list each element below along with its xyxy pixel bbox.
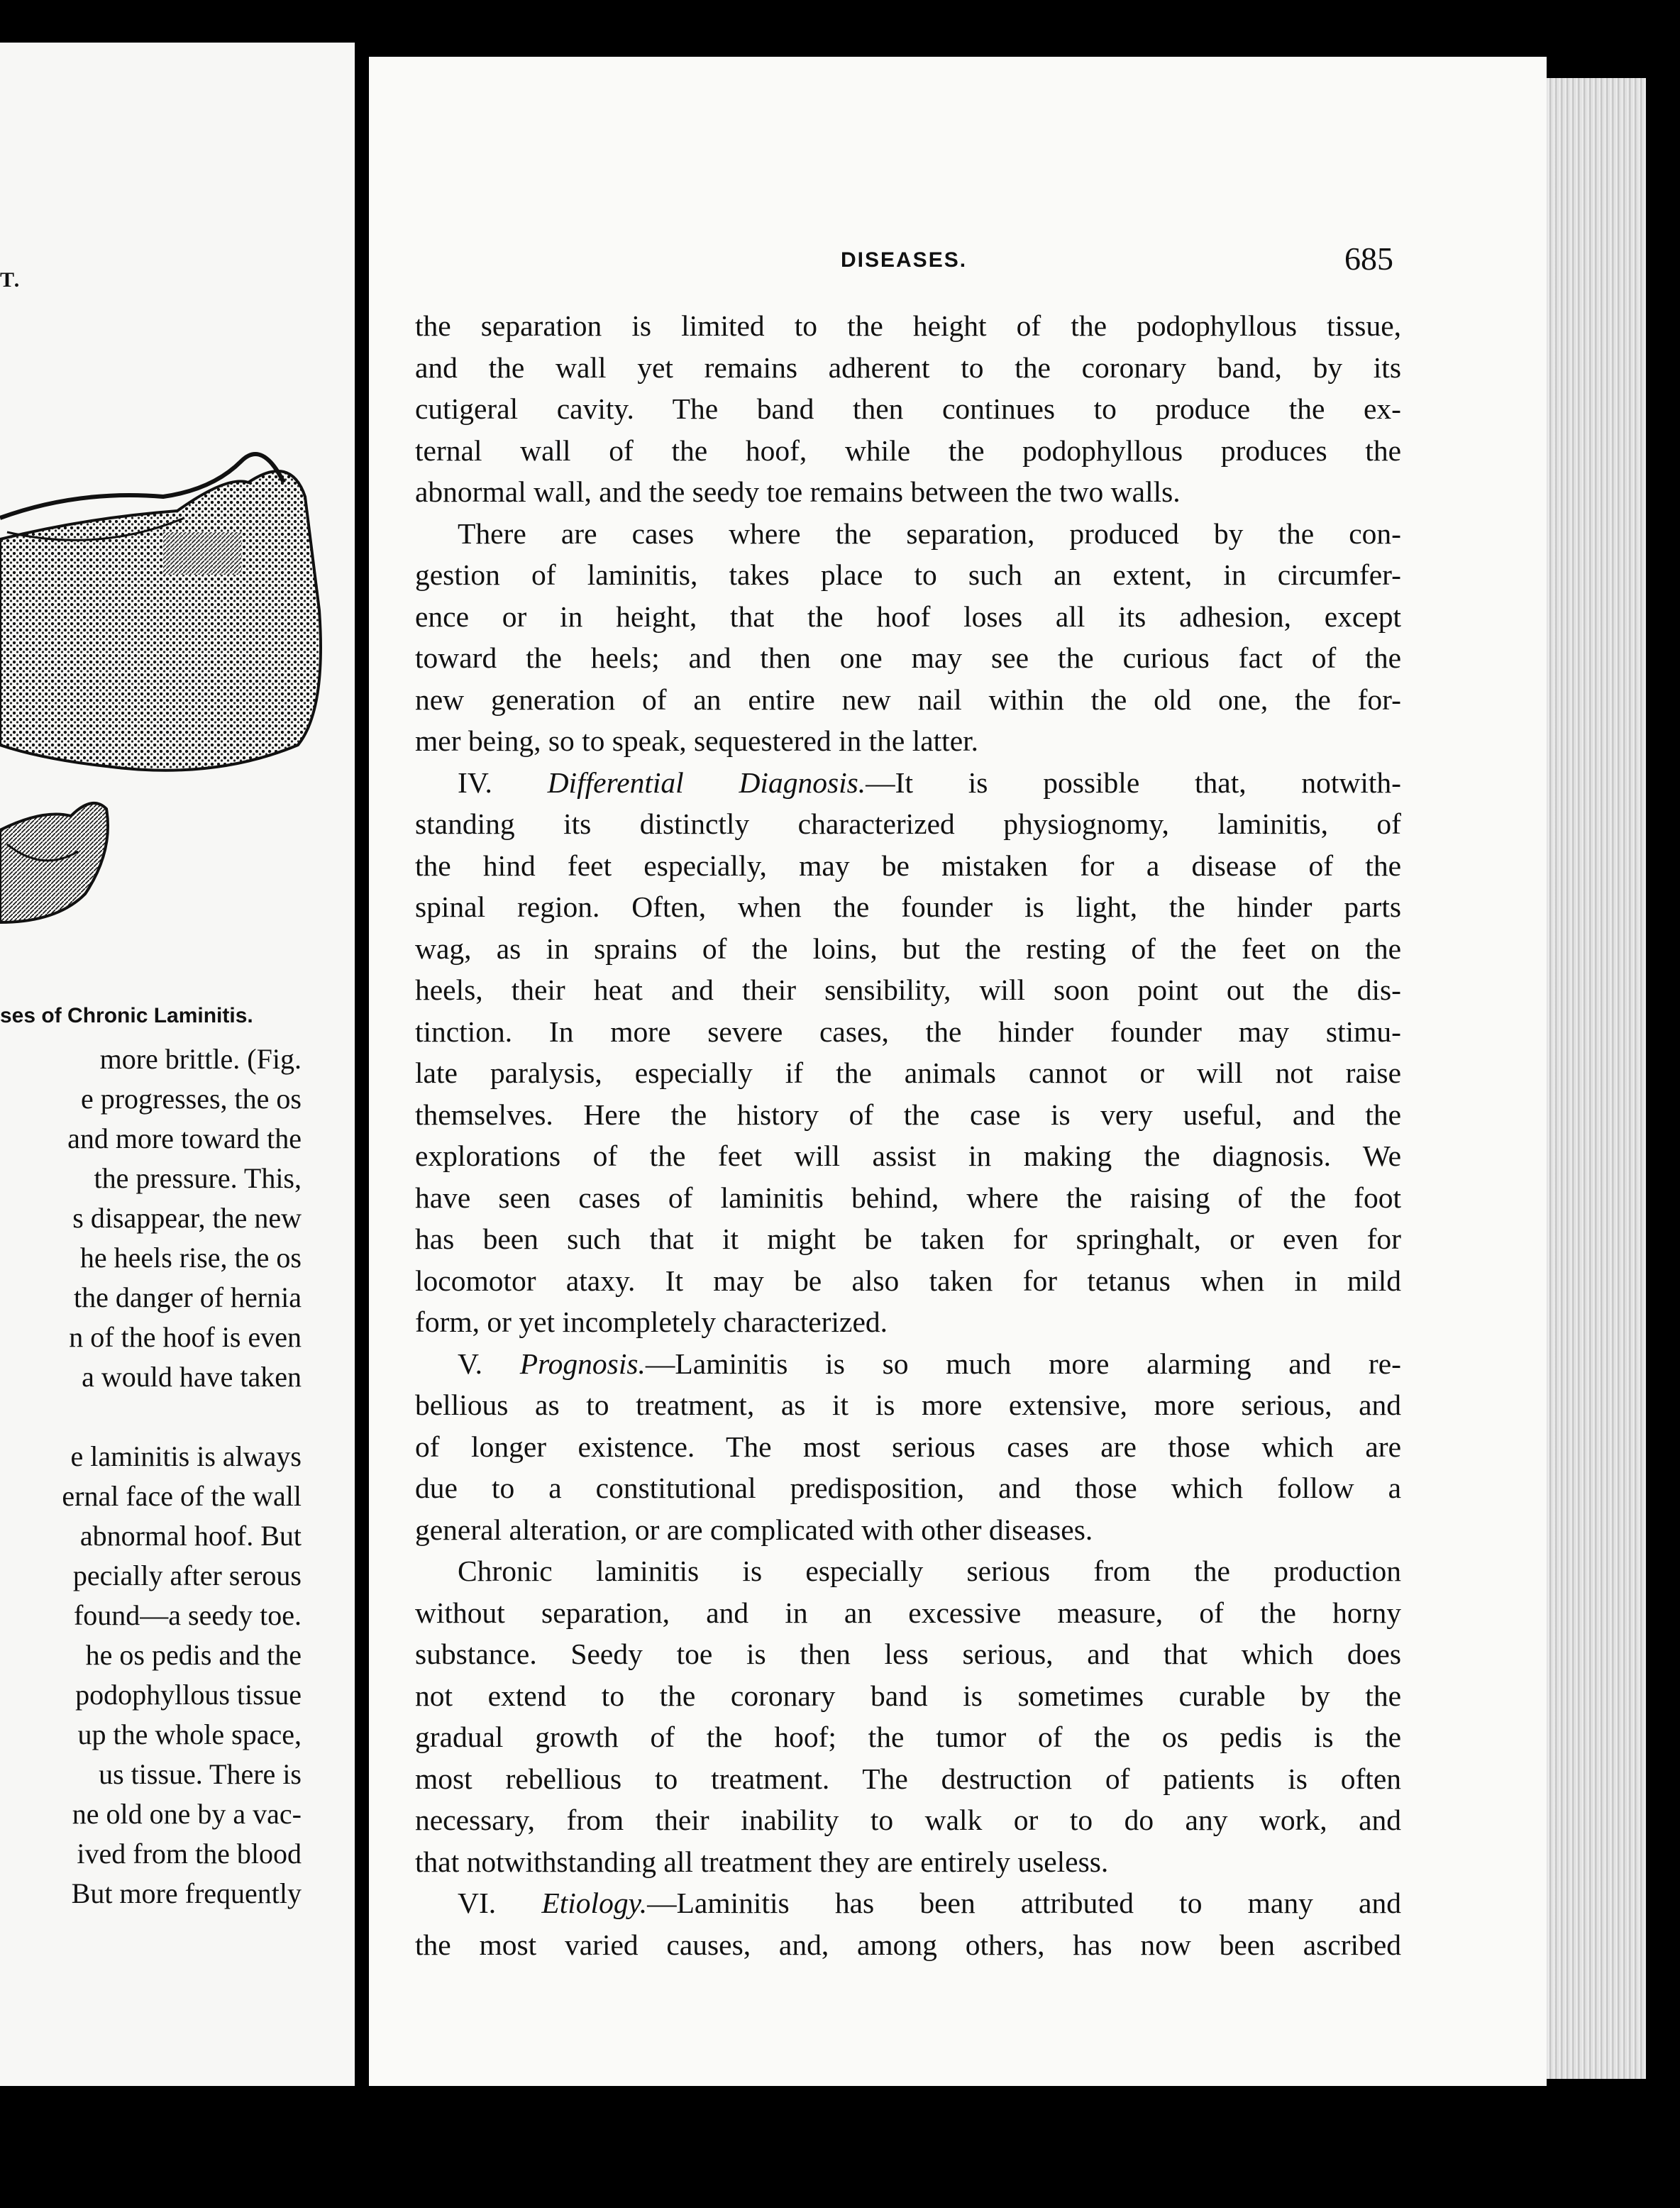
line-text: that notwithstanding all treatment they are entirely useless. xyxy=(415,1845,1109,1878)
text-line xyxy=(415,1343,1401,1385)
text-line xyxy=(415,1218,1401,1260)
line-text: locomotor ataxy. It may be also taken for tetanus when in mild xyxy=(415,1264,1401,1297)
line-text: without separation, and in an excessive measure, of the horny xyxy=(415,1596,1401,1629)
left-text-line: e laminitis is always xyxy=(70,1440,302,1472)
line-text: the separation is limited to the height of the podophyllous tissue, xyxy=(415,309,1401,342)
line-text: bellious as to treatment, as it is more extensive, more serious, and xyxy=(415,1389,1401,1421)
line-text: late paralysis, especially if the animals cannot or will not raise xyxy=(415,1056,1401,1089)
section-heading: Etiology. xyxy=(541,1887,648,1919)
line-text: gradual growth of the hoof; the tumor of the os pedis is the xyxy=(415,1721,1401,1753)
line-text: wag, as in sprains of the loins, but the resting of the feet on the xyxy=(415,932,1401,965)
left-text-line: a would have taken xyxy=(82,1361,302,1393)
line-text: —It is possible that, notwith- xyxy=(866,766,1401,799)
text-line xyxy=(415,928,1401,970)
line-text: gestion of laminitis, takes place to such an extent, in circumfer- xyxy=(415,558,1401,591)
left-page xyxy=(0,43,355,2086)
text-line xyxy=(415,637,1401,679)
left-text-line: ne old one by a vac- xyxy=(72,1798,302,1830)
line-text: ence or in height, that the hoof loses all its adhesion, except xyxy=(415,600,1401,633)
text-line xyxy=(415,1924,1401,1966)
left-text-line: pecially after serous xyxy=(72,1560,302,1591)
text-line xyxy=(415,886,1401,928)
left-text-line: up the whole space, xyxy=(77,1718,302,1750)
section-number: VI. xyxy=(458,1887,542,1919)
left-text-line: abnormal hoof. But xyxy=(79,1520,302,1552)
page-number: 685 xyxy=(1344,241,1393,277)
text-line xyxy=(415,1592,1401,1634)
line-text: form, or yet incompletely characterized. xyxy=(415,1306,888,1338)
left-text-line: the danger of hernia xyxy=(74,1281,302,1313)
line-text: due to a constitutional predisposition, and those which follow a xyxy=(415,1472,1401,1504)
text-line xyxy=(415,554,1401,596)
text-line xyxy=(415,762,1401,804)
text-line xyxy=(415,1177,1401,1219)
line-text: tinction. In more severe cases, the hinder founder may stimu- xyxy=(415,1015,1401,1048)
text-line xyxy=(415,1135,1401,1177)
line-text: not extend to the coronary band is sometimes curable by the xyxy=(415,1679,1401,1712)
text-line xyxy=(415,1799,1401,1841)
left-text-line: he os pedis and the xyxy=(85,1639,302,1671)
line-text: themselves. Here the history of the case is very useful, and the xyxy=(415,1098,1401,1131)
text-line xyxy=(415,1882,1401,1924)
text-line xyxy=(415,1633,1401,1675)
line-text: abnormal wall, and the seedy toe remains between the two walls. xyxy=(415,475,1181,508)
text-line xyxy=(415,1675,1401,1717)
line-text: —Laminitis is so much more alarming and re- xyxy=(645,1347,1401,1380)
section-heading: Differential Diagnosis. xyxy=(547,766,866,799)
line-text: ternal wall of the hoof, while the podophyllous produces the xyxy=(415,434,1401,467)
right-page xyxy=(369,57,1547,2086)
line-text: new generation of an entire new nail within the old one, the for- xyxy=(415,683,1401,716)
text-line xyxy=(415,1011,1401,1053)
line-text: Chronic laminitis is especially serious from the production xyxy=(458,1555,1401,1587)
section-number: IV. xyxy=(458,766,548,799)
left-running-head-fragment: T. xyxy=(0,268,21,292)
text-line xyxy=(415,430,1401,472)
text-line xyxy=(415,388,1401,430)
text-line xyxy=(415,1094,1401,1136)
left-text-line: he heels rise, the os xyxy=(79,1242,302,1274)
page-header xyxy=(369,241,1547,291)
line-text: have seen cases of laminitis behind, where the raising of the foot xyxy=(415,1181,1401,1214)
left-text-line: and more toward the xyxy=(67,1122,302,1154)
text-line xyxy=(415,969,1401,1011)
line-text: general alteration, or are complicated with other diseases. xyxy=(415,1513,1093,1546)
text-line xyxy=(415,1260,1401,1302)
book-gutter xyxy=(355,43,369,2072)
text-line xyxy=(415,1550,1401,1592)
line-text: has been such that it might be taken for springhalt, or even for xyxy=(415,1222,1401,1255)
text-line xyxy=(415,347,1401,389)
text-line xyxy=(415,1467,1401,1509)
figure-caption-fragment: ses of Chronic Laminitis. xyxy=(0,1004,253,1027)
text-line xyxy=(415,679,1401,721)
line-text: the most varied causes, and, among others, has now been ascribed xyxy=(415,1928,1401,1961)
text-line xyxy=(415,1841,1401,1883)
line-text: heels, their heat and their sensibility, will soon point out the dis- xyxy=(415,973,1401,1006)
left-text-line: e progresses, the os xyxy=(80,1083,302,1115)
line-text: toward the heels; and then one may see the curious fact of the xyxy=(415,641,1401,674)
left-text-line: podophyllous tissue xyxy=(75,1679,302,1711)
text-line xyxy=(415,720,1401,762)
line-text: There are cases where the separation, produced by the con- xyxy=(458,517,1401,550)
text-line xyxy=(415,471,1401,513)
body-text xyxy=(415,305,1401,1965)
line-text: standing its distinctly characterized physiognomy, laminitis, of xyxy=(415,807,1401,840)
page-edges xyxy=(1547,78,1646,2079)
left-text-line: ived from the blood xyxy=(77,1838,302,1870)
text-line xyxy=(415,1716,1401,1758)
text-line xyxy=(415,1052,1401,1094)
line-text: —Laminitis has been attributed to many and xyxy=(647,1887,1401,1919)
line-text: of longer existence. The most serious cases are those which are xyxy=(415,1430,1401,1463)
text-line xyxy=(415,1509,1401,1551)
section-number: V. xyxy=(458,1347,520,1380)
left-text-line: But more frequently xyxy=(71,1877,302,1909)
line-text: the hind feet especially, may be mistaken for a disease of the xyxy=(415,849,1401,882)
left-text-line: the pressure. This, xyxy=(94,1162,302,1194)
left-text-line: more brittle. (Fig. xyxy=(99,1043,302,1075)
line-text: substance. Seedy toe is then less serious, and that which does xyxy=(415,1638,1401,1670)
running-head: DISEASES. xyxy=(841,248,968,272)
line-text: spinal region. Often, when the founder is light, the hinder parts xyxy=(415,890,1401,923)
left-text-line: found—a seedy toe. xyxy=(73,1599,302,1631)
text-line xyxy=(415,596,1401,638)
line-text: mer being, so to speak, sequestered in the latter. xyxy=(415,724,979,757)
text-line xyxy=(415,1384,1401,1426)
text-line xyxy=(415,1758,1401,1800)
text-line xyxy=(415,1426,1401,1468)
text-line xyxy=(415,305,1401,347)
section-heading: Prognosis. xyxy=(519,1347,646,1380)
text-line xyxy=(415,845,1401,887)
line-text: most rebellious to treatment. The destruction of patients is often xyxy=(415,1762,1401,1795)
left-text-line: ernal face of the wall xyxy=(62,1480,302,1512)
left-text-line: us tissue. There is xyxy=(99,1758,302,1790)
line-text: cutigeral cavity. The band then continues to produce the ex- xyxy=(415,392,1401,425)
text-line xyxy=(415,803,1401,845)
line-text: and the wall yet remains adherent to the coronary band, by its xyxy=(415,350,1401,384)
left-text-line xyxy=(0,1397,302,1437)
left-text-line: s disappear, the new xyxy=(72,1202,302,1234)
line-text: explorations of the feet will assist in making the diagnosis. We xyxy=(415,1139,1401,1172)
hoof-illustration xyxy=(0,412,333,979)
left-text-column xyxy=(0,1039,302,1914)
line-text: necessary, from their inability to walk or to do any work, and xyxy=(415,1804,1401,1836)
text-line xyxy=(415,1301,1401,1343)
left-text-line: n of the hoof is even xyxy=(69,1321,302,1353)
text-line xyxy=(415,513,1401,555)
